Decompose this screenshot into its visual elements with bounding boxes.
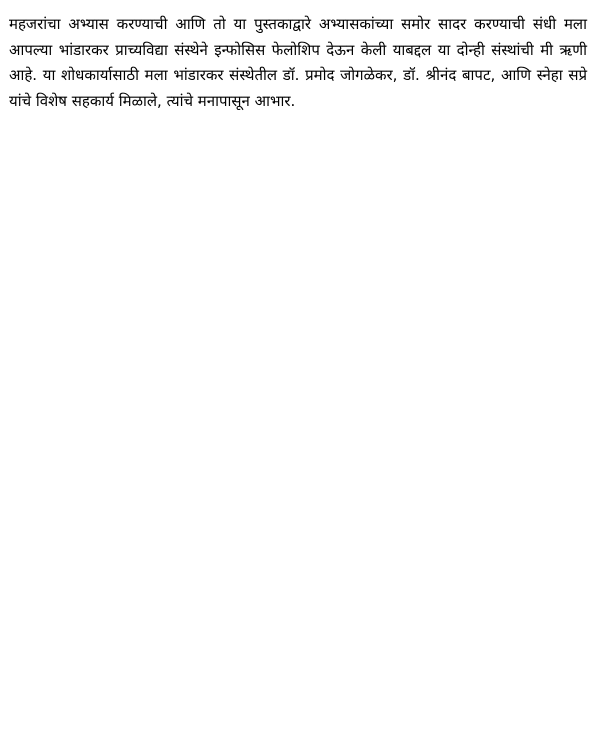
acknowledgement-paragraph: महजरांचा अभ्यास करण्याची आणि तो या पुस्तकाद्वारे अभ्यासकांच्या समोर सादर करण्याची संधी मला आपल्या भांडारकर प्राच्यविद्या संस्थेने इन्फोसिस फेलोशिप देऊन केली याबद्दल या दोन्ही संस्थांची मी ऋणी आहे. या शोधकार्यासाठी मला भांडारकर संस्थेतील डॉ. प्रमोद जोगळेकर, डॉ. श्रीनंद बापट, आणि स्नेहा सप्रे यांचे विशेष सहकार्य मिळाले, त्यांचे मनापासून आभार. <box>9 15 587 110</box>
